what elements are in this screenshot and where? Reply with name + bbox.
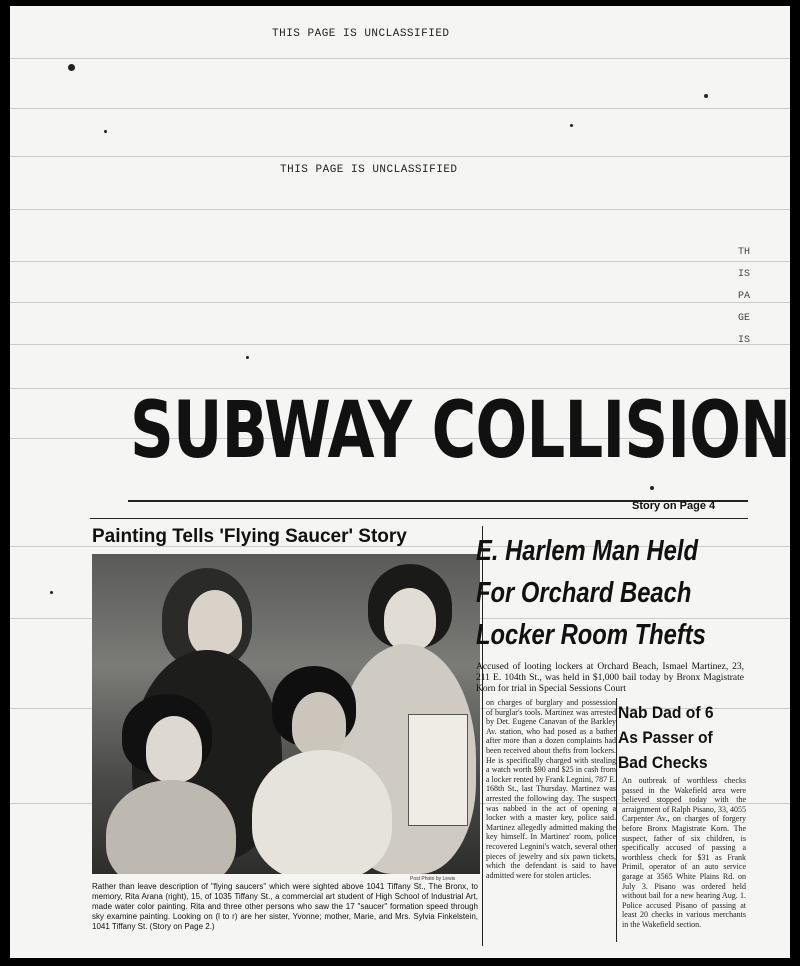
nab-body: An outbreak of worthless checks passed in the Wakefield area were believed stopped today with the arraignment of Ralph Pisano, 33, 4055 Carpenter Av., on charges of forgery before Bronx Magistrate Korn. The suspect, father of six children, is specifically accused of passing a worthless check for $31 as Frank Primil, operator of an auto service garage at 3565 White Plains Rd. on July 3. Pisano was ordered held without bail for a new hearing Aug. 1. Police accused Pisano of passing at least 20 checks in various merchants in the Wakefield section.: [622, 776, 746, 929]
scan-speck: [68, 64, 75, 71]
photo-face-girl: [146, 716, 202, 782]
classification-stamp-middle: THIS PAGE IS UNCLASSIFIED: [280, 164, 458, 176]
harlem-headline: [476, 530, 706, 656]
photo-painting: [408, 714, 468, 826]
scan-speck: [570, 124, 573, 127]
harlem-headline-line: E. Harlem Man Held: [476, 535, 699, 567]
photo-caption: Rather than leave description of "flying saucers" which were sighted above 1041 Tiffany St., The Bronx, to memory, Rita Arana (right), 15, of 1035 Tiffany St., a commercial art student of High School of Industrial Art, made water color painting. Rita and three other persons who saw the 17 "saucer" formation speed through sky examine painting. Looking on (l to r) are her sister, Yvonne; mother, Marie, and Mrs. Sylvia Finkelstein, 1041 Tiffany St. (Story on Page 2.): [92, 882, 478, 931]
photo-credit: Post Photo by Lewis: [410, 876, 456, 882]
scan-line: [10, 58, 790, 59]
photo-face-woman: [384, 588, 436, 650]
nab-headline-line: As Passer of: [618, 728, 713, 747]
nab-headline: [618, 700, 738, 775]
document-page: [10, 6, 790, 958]
scan-line: [10, 302, 790, 303]
nab-headline-line: Nab Dad of 6: [618, 703, 714, 722]
harlem-headline-line: Locker Room Thefts: [476, 619, 706, 651]
scan-line: [10, 344, 790, 345]
scan-speck: [246, 356, 249, 359]
scan-line: [10, 209, 790, 210]
scan-speck: [650, 486, 654, 490]
photo-face-teen: [292, 692, 346, 756]
column-rule: [616, 698, 617, 942]
scan-speck: [104, 130, 107, 133]
nab-headline-line: Bad Checks: [618, 753, 708, 772]
harlem-body: on charges of burglary and possession of burglar's tools. Martinez was arrested by Det. Eugene Canavan of the Barkley Av. station, who had posed as a bather after more than a dozen complaints had been received about thefts from lockers. He is specifically charged with stealing a watch worth $90 and $25 in cash from a locker rented by Frank Legnini, 787 E. 168th St., last Thursday. Martinez was arrested the following day. The suspect was nabbed in the act of opening a locker with a master key, police said. Martinez allegedly admitted making the key himself. In Martinez' room, police recovered Legnini's watch, several other pieces of jewelry and six pawn tickets, which the defendant is said to have admitted were for stolen articles.: [486, 698, 616, 880]
scan-speck: [704, 94, 708, 98]
main-headline: SUBWAY COLLISION: [130, 386, 790, 476]
scan-line: [10, 108, 790, 109]
harlem-headline-line: For Orchard Beach: [476, 577, 692, 609]
painting-headline: Painting Tells 'Flying Saucer' Story: [92, 526, 407, 547]
scan-speck: [50, 591, 53, 594]
scan-line: [10, 156, 790, 157]
harlem-lead: Accused of looting lockers at Orchard Beach, Ismael Martinez, 23, 211 E. 104th St., was held in $1,000 bail today by Bronx Magistrate Korn for trial in Special Sessions Court: [476, 662, 744, 694]
news-photo: [92, 554, 480, 874]
photo-face-mother: [188, 590, 242, 656]
classification-stamp-vertical: THIS PAGE IS: [738, 247, 751, 346]
photo-figure-teen: [252, 750, 392, 874]
scan-line: [10, 261, 790, 262]
section-rule: [90, 518, 748, 519]
story-reference: Story on Page 4: [632, 500, 716, 512]
classification-stamp-top: THIS PAGE IS UNCLASSIFIED: [272, 28, 450, 40]
